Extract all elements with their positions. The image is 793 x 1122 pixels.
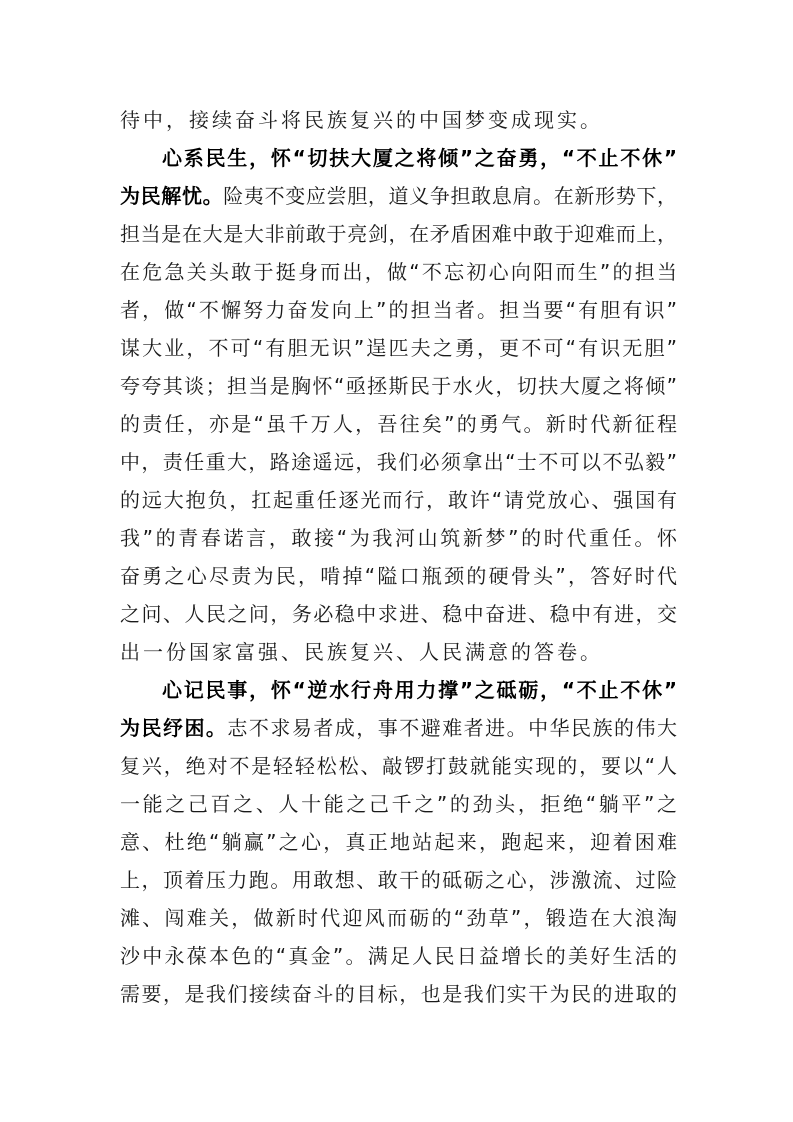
body-text: 在危急关头敢于挺身而出，做“不忘初心向阳而生”的担当 xyxy=(120,260,677,284)
text-line xyxy=(120,595,677,633)
bold-heading-text: 为民纾困。 xyxy=(120,716,228,740)
bold-heading-text: 心记民事，怀“逆水行舟用力撑”之砥砺，“不止不休” xyxy=(162,678,677,702)
text-line xyxy=(120,975,677,1013)
body-text: 奋勇之心尽责为民，啃掉“隘口瓶颈的硬骨头”，答好时代 xyxy=(120,564,677,588)
paragraph-heading-line xyxy=(120,139,677,177)
paragraph-heading-line xyxy=(120,671,677,709)
text-line xyxy=(120,329,677,367)
text-line xyxy=(120,253,677,291)
body-text: 的责任，亦是“虽千万人，吾往矣”的勇气。新时代新征程 xyxy=(120,412,677,436)
body-text: 一能之己百之、人十能之己千之”的劲头，拒绝“躺平”之 xyxy=(120,792,677,816)
text-line xyxy=(120,101,677,139)
body-text: 我”的青春诺言，敢接“为我河山筑新梦”的时代重任。怀 xyxy=(120,526,677,550)
text-line xyxy=(120,215,677,253)
text-line xyxy=(120,519,677,557)
body-text: 上，顶着压力跑。用敢想、敢干的砥砺之心，涉激流、过险 xyxy=(120,868,677,892)
text-line xyxy=(120,823,677,861)
text-line xyxy=(120,367,677,405)
text-line xyxy=(120,899,677,937)
text-line xyxy=(120,481,677,519)
body-text: 险夷不变应尝胆，道义争担敢息肩。在新形势下， xyxy=(223,184,678,208)
body-text: 谋大业，不可“有胆无识”逞匹夫之勇，更不可“有识无胆” xyxy=(120,336,677,360)
body-text: 意、杜绝“躺赢”之心，真正地站起来，跑起来，迎着困难 xyxy=(120,830,677,854)
body-text: 者，做“不懈努力奋发向上”的担当者。担当要“有胆有识” xyxy=(120,298,677,322)
text-line xyxy=(120,861,677,899)
body-text: 之问、人民之问，务必稳中求进、稳中奋进、稳中有进，交 xyxy=(120,602,677,626)
text-line xyxy=(120,405,677,443)
body-text: 志不求易者成，事不避难者进。中华民族的伟大 xyxy=(227,716,678,740)
body-text: 的远大抱负，扛起重任逐光而行，敢许“请党放心、强国有 xyxy=(120,488,677,512)
text-line xyxy=(120,785,677,823)
body-text: 需要，是我们接续奋斗的目标，也是我们实干为民的进取的 xyxy=(120,982,677,1006)
text-line xyxy=(120,557,677,595)
bold-heading-text: 心系民生，怀“切扶大厦之将倾”之奋勇，“不止不休” xyxy=(162,146,677,170)
text-line xyxy=(120,709,677,747)
body-text: 沙中永葆本色的“真金”。满足人民日益增长的美好生活的 xyxy=(120,944,677,968)
text-line xyxy=(120,443,677,481)
body-text: 滩、闯难关，做新时代迎风而砺的“劲草”，锻造在大浪淘 xyxy=(120,906,677,930)
text-line xyxy=(120,747,677,785)
body-text: 待中，接续奋斗将民族复兴的中国梦变成现实。 xyxy=(120,108,603,132)
text-line xyxy=(120,291,677,329)
bold-heading-text: 为民解忧。 xyxy=(120,184,224,208)
body-text: 出一份国家富强、民族复兴、人民满意的答卷。 xyxy=(120,640,603,664)
document-page xyxy=(120,101,677,1013)
text-line xyxy=(120,633,677,671)
body-text: 中，责任重大，路途遥远，我们必须拿出“士不可以不弘毅” xyxy=(120,450,677,474)
body-text: 复兴，绝对不是轻轻松松、敲锣打鼓就能实现的，要以“人 xyxy=(120,754,677,778)
text-line xyxy=(120,177,677,215)
body-text: 夸夸其谈；担当是胸怀“亟拯斯民于水火，切扶大厦之将倾” xyxy=(120,374,677,398)
body-text: 担当是在大是大非前敢于亮剑，在矛盾困难中敢于迎难而上， xyxy=(120,222,677,246)
text-line xyxy=(120,937,677,975)
